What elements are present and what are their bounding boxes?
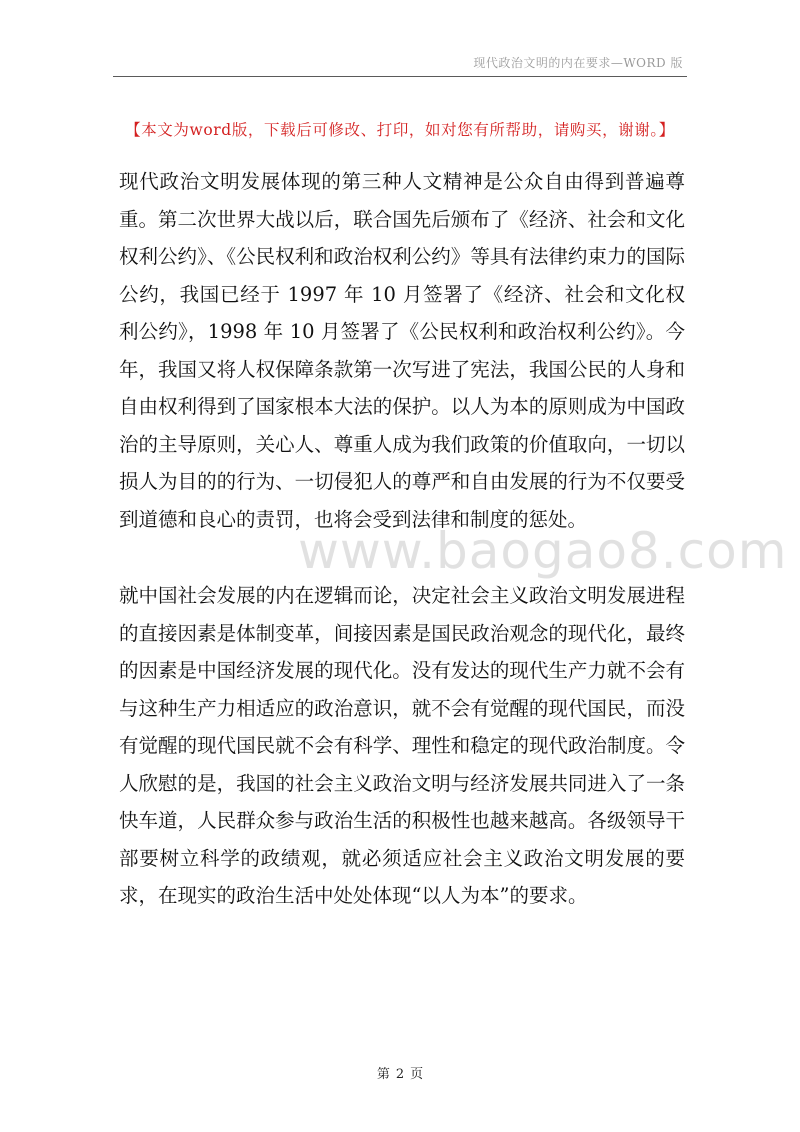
footer-prefix: 第: [376, 1067, 390, 1082]
header-title: 现代政治文明的内在要求—WORD 版: [473, 56, 683, 70]
page-header: [113, 50, 687, 77]
page-number: 2: [395, 1067, 405, 1082]
download-notice: 【本文为word版，下载后可修改、打印，如对您有所帮助，请购买，谢谢。】: [125, 121, 675, 139]
page-footer: [0, 1063, 800, 1082]
paragraph-text: 现代政治文明发展体现的第三种人文精神是公众自由得到普遍尊重。第二次世界大战以后，联合国先后颁布了《经济、社会和文化权利公约》、《公民权利和政治权利公约》等具有法律约束力的国际公约，我国已经于 1997 年 10 月签署了《经济、社会和文化权利公约》，1998 年 10 月签署了《公民权利和政治权利公约》。今年，我国又将人权保障条款第一次写进了宪法，我国公民的人身和自由权利得到了国家根本大法的保护。以人为本的原则成为中国政治的主导原则，关心人、尊重人成为我们政策的价值取向，一切以损人为目的的行为、一切侵犯人的尊严和自由发展的行为不仅要受到道德和良心的责罚，也将会受到法律和制度的惩处。: [119, 170, 685, 531]
footer-suffix: 页: [410, 1067, 424, 1082]
watermark: www.baogao8.com: [298, 522, 788, 580]
paragraph-text: 就中国社会发展的内在逻辑而论，决定社会主义政治文明发展进程的直接因素是体制变革，间接因素是国民政治观念的现代化，最终的因素是中国经济发展的现代化。没有发达的现代生产力就不会有与这种生产力相适应的政治意识，就不会有觉醒的现代国民，而没有觉醒的现代国民就不会有科学、理性和稳定的现代政治制度。令人欣慰的是，我国的社会主义政治文明与经济发展共同进入了一条快车道，人民群众参与政治生活的积极性也越来越高。各级领导干部要树立科学的政绩观，就必须适应社会主义政治文明发展的要求，在现实的政治生活中处处体现“以人为本”的要求。: [119, 584, 685, 907]
paragraph-2: [119, 577, 685, 915]
paragraph-1: [119, 163, 685, 538]
